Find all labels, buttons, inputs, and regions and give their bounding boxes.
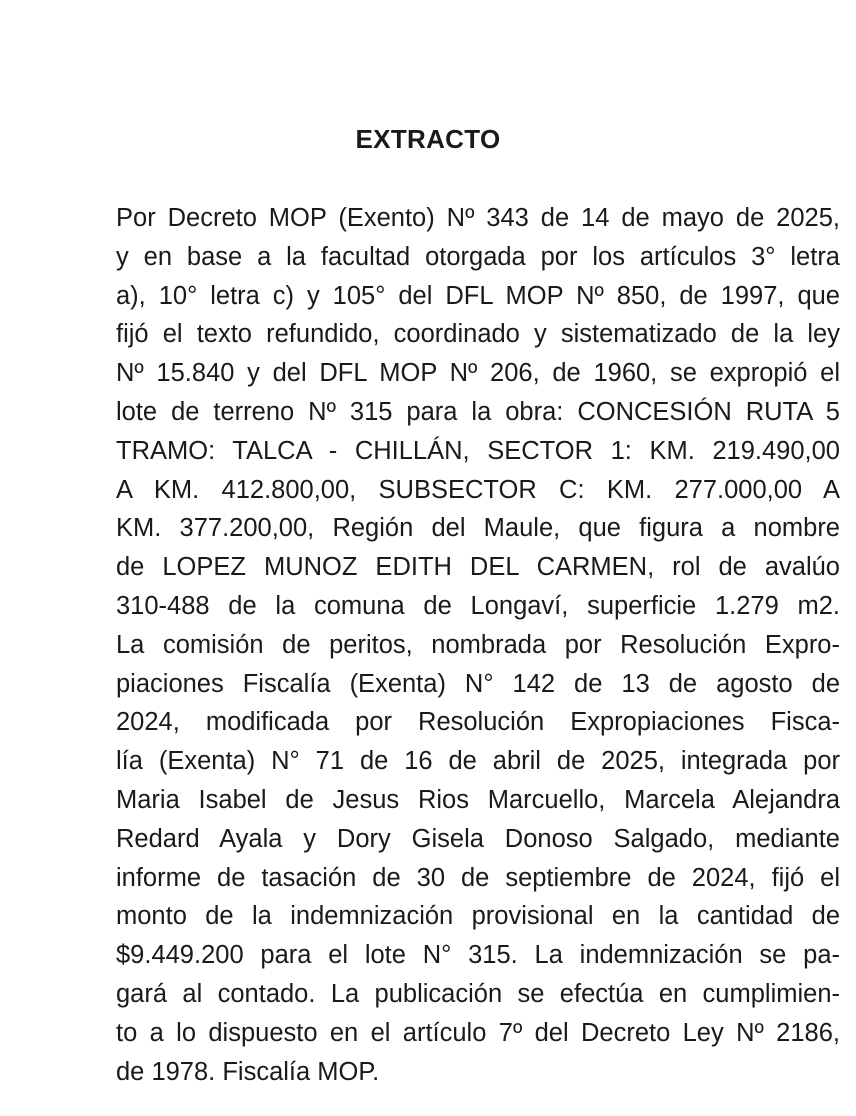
body-line: Maria Isabel de Jesus Rios Marcuello, Marcela Alejandra — [116, 785, 840, 814]
body-line: Redard Ayala y Dory Gisela Donoso Salgado, mediante — [116, 824, 840, 853]
body-line: Por Decreto MOP (Exento) Nº 343 de 14 de mayo de 2025, — [116, 204, 840, 232]
body-line: monto de la indemnización provisional en la cantidad de — [116, 902, 840, 931]
body-line: A KM. 412.800,00, SUBSECTOR C: KM. 277.000,00 A — [116, 475, 840, 504]
body-line: KM. 377.200,00, Región del Maule, que figura a nombre — [116, 514, 840, 543]
body-line: 2024, modificada por Resolución Expropiaciones Fisca- — [116, 708, 840, 737]
body-line: informe de tasación de 30 de septiembre de 2024, fijó el — [116, 863, 840, 892]
body-line: fijó el texto refundido, coordinado y sistematizado de la ley — [116, 320, 840, 349]
body-line: Nº 15.840 y del DFL MOP Nº 206, de 1960, se expropió el — [116, 359, 840, 388]
document-title: EXTRACTO — [355, 124, 501, 154]
body-line: $9.449.200 para el lote N° 315. La indemnización se pa- — [116, 941, 840, 970]
body-line: de LOPEZ MUNOZ EDITH DEL CARMEN, rol de avalúo — [116, 553, 840, 582]
body-line: TRAMO: TALCA - CHILLÁN, SECTOR 1: KM. 219.490,00 — [116, 436, 840, 465]
body-line: y en base a la facultad otorgada por los artículos 3° letra — [116, 242, 840, 271]
body-line: a), 10° letra c) y 105° del DFL MOP Nº 850, de 1997, que — [116, 281, 840, 310]
body-line: de 1978. Fiscalía MOP. — [116, 1057, 380, 1086]
body-line: to a lo dispuesto en el artículo 7º del Decreto Ley Nº 2186, — [116, 1018, 840, 1047]
body-line: piaciones Fiscalía (Exenta) N° 142 de 13 de agosto de — [116, 669, 840, 698]
body-line: lía (Exenta) N° 71 de 16 de abril de 2025, integrada por — [116, 747, 840, 776]
body-line: La comisión de peritos, nombrada por Resolución Expro- — [116, 630, 840, 659]
body-line: lote de terreno Nº 315 para la obra: CONCESIÓN RUTA 5 — [116, 397, 840, 426]
body-line: gará al contado. La publicación se efectúa en cumplimien- — [116, 979, 840, 1008]
document-body — [116, 199, 840, 1091]
body-line: 310-488 de la comuna de Longaví, superficie 1.279 m2. — [116, 591, 840, 620]
